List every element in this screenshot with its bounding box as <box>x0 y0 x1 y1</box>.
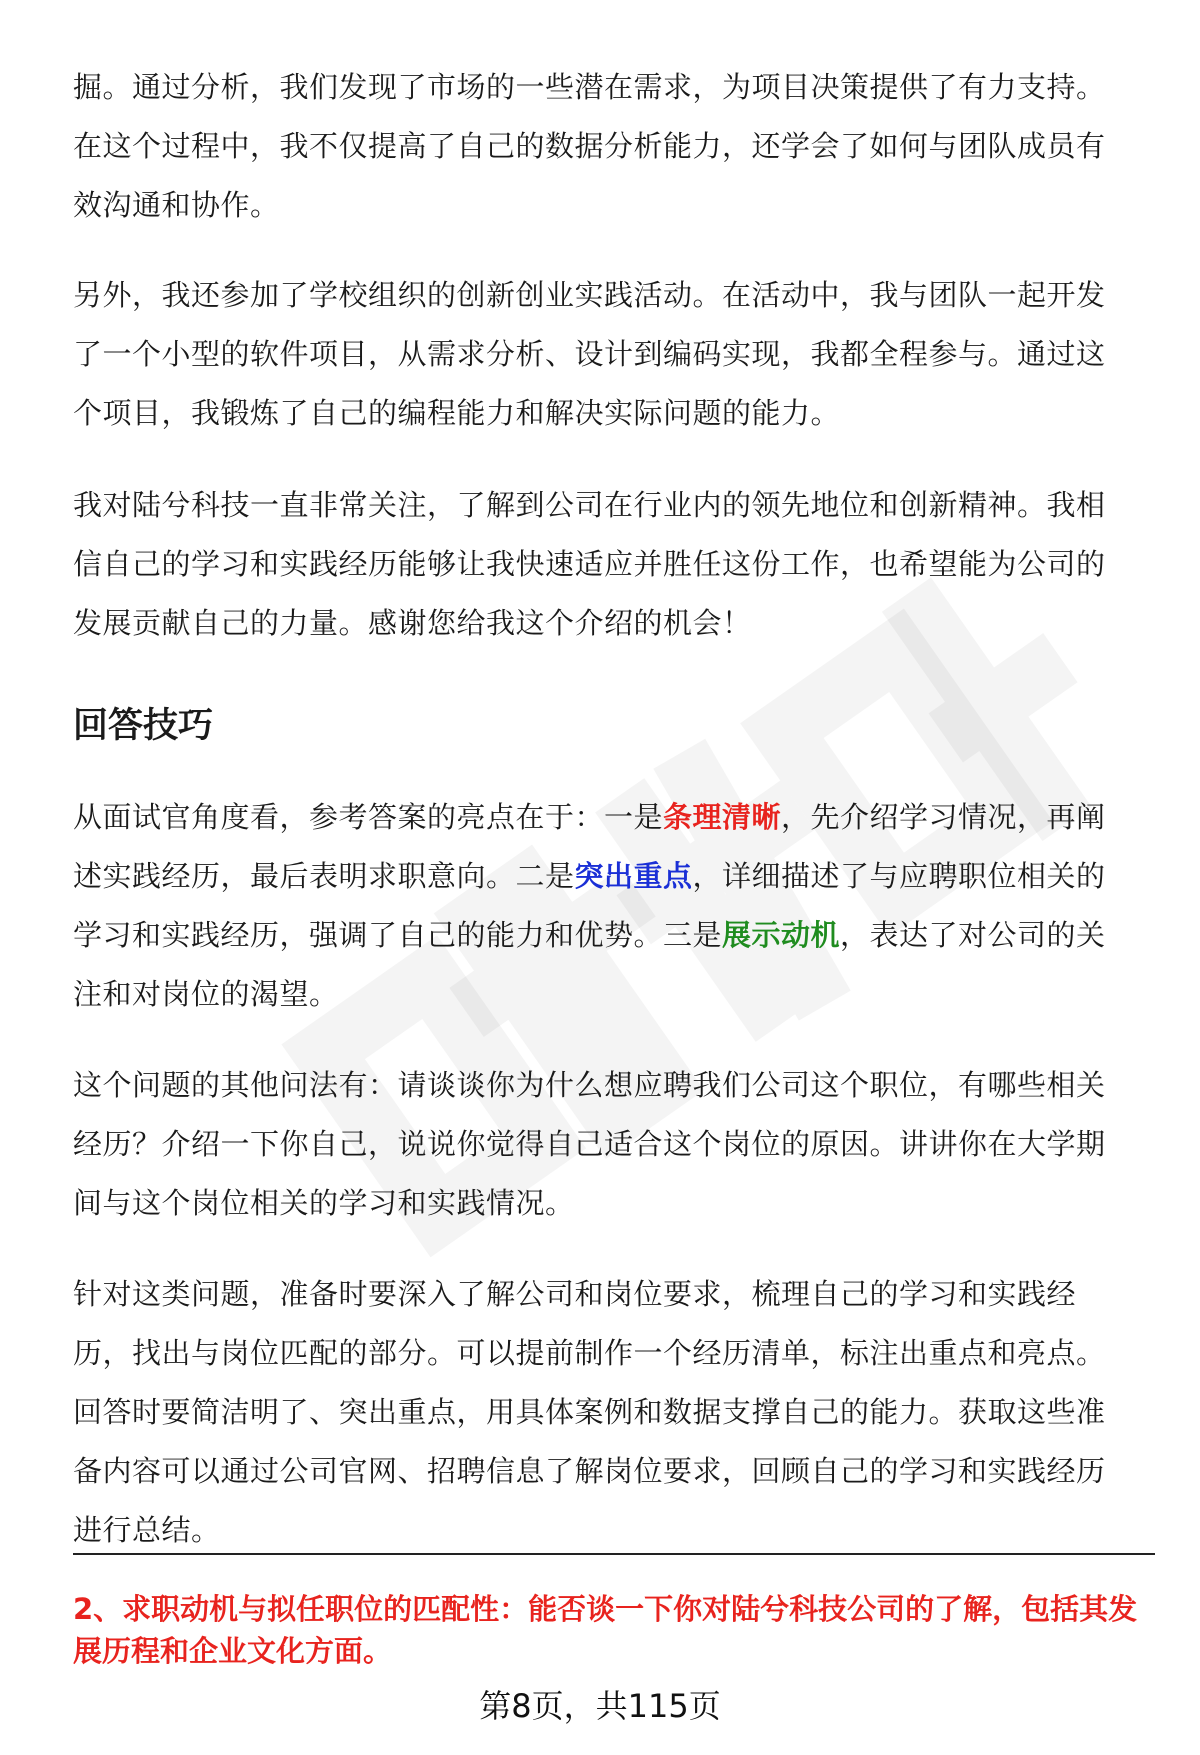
paragraph-innovation-activity: 另外，我还参加了学校组织的创新创业实践活动。在活动中，我与团队一起开发了一个小型的软件项目，从需求分析、设计到编码实现，我都全程参与。通过这个项目，我锻炼了自己的编程能力和解决实际问题的能力。 <box>73 278 1106 430</box>
tips-text-2: ，先介绍学习情况，再阐述实践经历，最后表明求职意向。二是 <box>73 800 1106 893</box>
section-divider <box>73 1553 1155 1555</box>
paragraph-company-interest: 我对陆兮科技一直非常关注，了解到公司在行业内的领先地位和创新精神。我相信自己的学习和实践经历能够让我快速适应并胜任这份工作，也希望能为公司的发展贡献自己的力量。感谢您给我这个介绍的机会！ <box>73 488 1106 640</box>
highlight-clear-structure: 条理清晰 <box>663 800 782 834</box>
paragraph-answer-highlights <box>73 788 1133 1024</box>
highlight-key-points: 突出重点 <box>574 859 693 893</box>
paragraph-experience-end: 掘。通过分析，我们发现了市场的一些潜在需求，为项目决策提供了有力支持。在这个过程中，我不仅提高了自己的数据分析能力，还学会了如何与团队成员有效沟通和协作。 <box>73 70 1106 222</box>
next-question-title: 2、求职动机与拟任职位的匹配性：能否谈一下你对陆兮科技公司的了解，包括其发展历程和企业文化方面。 <box>73 1592 1138 1668</box>
tips-text-1: 从面试官角度看，参考答案的亮点在于：一是 <box>73 800 664 834</box>
section-heading-answer-tips: 回答技巧 <box>73 706 214 746</box>
highlight-motivation: 展示动机 <box>722 918 841 952</box>
paragraph-other-questions: 这个问题的其他问法有：请谈谈你为什么想应聘我们公司这个职位，有哪些相关经历？介绍一下你自己，说说你觉得自己适合这个岗位的原因。讲讲你在大学期间与这个岗位相关的学习和实践情况。 <box>73 1068 1106 1220</box>
tips-text-3: ，详细描述了与应聘职位相关的学习和实践经历，强调了自己的能力和优势。三是 <box>73 859 1106 952</box>
page-number: 第8页，共115页 <box>479 1687 721 1725</box>
tips-text-4: ，表达了对公司的关注和对岗位的渴望。 <box>73 918 1106 1011</box>
paragraph-preparation: 针对这类问题，准备时要深入了解公司和岗位要求，梳理自己的学习和实践经历，找出与岗位匹配的部分。可以提前制作一个经历清单，标注出重点和亮点。回答时要简洁明了、突出重点，用具体案例和数据支撑自己的能力。获取这些准备内容可以通过公司官网、招聘信息了解岗位要求，回顾自己的学习和实践经历进行总结。 <box>73 1277 1106 1547</box>
